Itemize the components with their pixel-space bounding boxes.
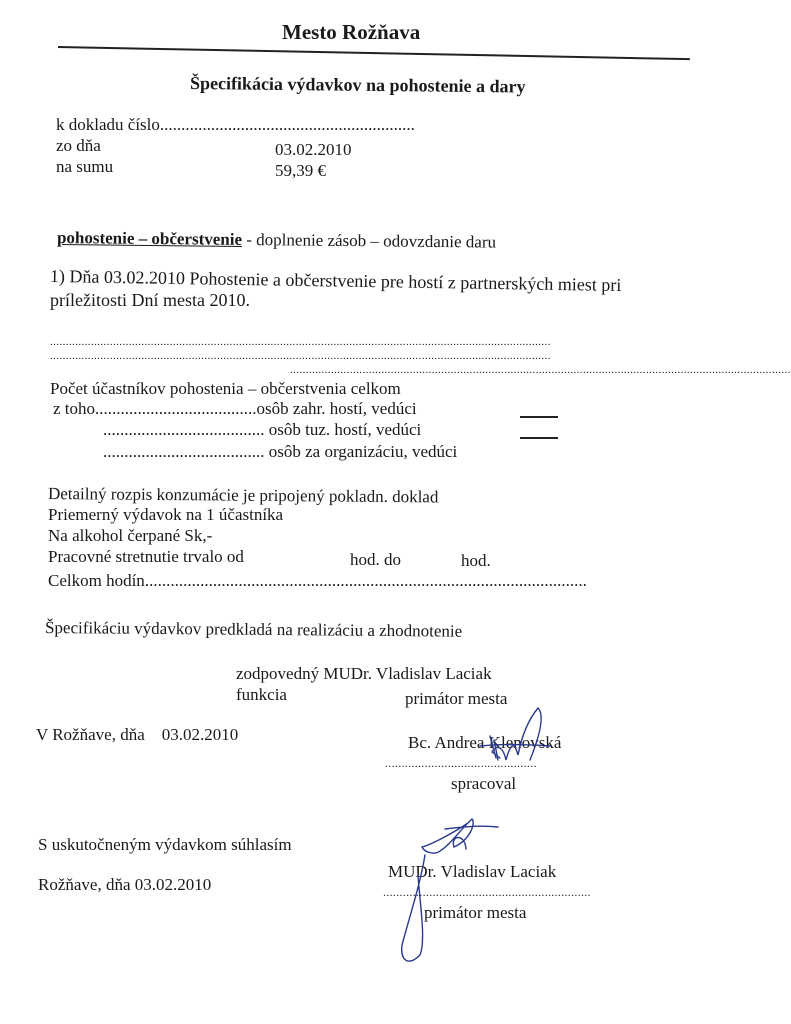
row-label: osôb zahr. hostí, vedúci <box>256 399 417 418</box>
responsible-field <box>236 664 492 683</box>
processor-signature-icon <box>410 700 570 770</box>
meeting-from-label: Pracovné stretnutie trvalo od <box>48 547 244 566</box>
blank-dash-1 <box>520 416 558 418</box>
average-expense: Priemerný výdavok na 1 účastníka <box>48 505 284 524</box>
receipt-dots: ............................................................ <box>159 115 415 134</box>
processor-signature-line: .............................................. <box>385 756 537 770</box>
date-label: zo dňa <box>56 136 101 155</box>
dotted-line-3: ............................................................................................................................................................... <box>290 364 791 376</box>
document-title: Špecifikácia výdavkov na pohostenie a dary <box>189 73 526 97</box>
count-dots: ...................................... <box>103 442 265 461</box>
submission-text: Špecifikáciu výdavkov predkladá na realizáciu a zhodnotenie <box>44 618 463 641</box>
approver-role: primátor mesta <box>424 903 527 922</box>
selected-category: pohostenie – občerstvenie <box>56 228 243 249</box>
participants-row-organization <box>103 442 457 461</box>
responsible-label: zodpovedný <box>236 664 320 683</box>
approver-name: MUDr. Vladislav Laciak <box>388 862 557 881</box>
organization-name: Mesto Rožňava <box>282 20 421 44</box>
receipt-label: k dokladu číslo <box>56 115 160 134</box>
row-label: osôb tuz. hostí, vedúci <box>268 420 422 439</box>
participants-row-domestic <box>103 420 421 439</box>
count-dots: ...................................... <box>95 399 257 418</box>
dotted-line-1: ............................................................................................................................................................... <box>50 336 551 348</box>
other-categories: - doplnenie zásob – odovzdanie daru <box>241 229 497 252</box>
total-hours-dots: ........................................................................................................ <box>144 571 587 590</box>
row-label: osôb za organizáciu, vedúci <box>268 442 458 461</box>
header-rule <box>58 46 690 60</box>
processor-name: Bc. Andrea Klenovská <box>408 733 562 752</box>
submission-place-date <box>36 725 238 744</box>
hours-to-label: hod. do <box>350 550 401 569</box>
alcohol-expense: Na alkohol čerpané Sk,- <box>48 526 213 545</box>
participants-total-label: Počet účastníkov pohostenia – občerstvenia celkom <box>50 379 401 398</box>
blank-dash-2 <box>520 437 558 439</box>
responsible-name: MUDr. Vladislav Laciak <box>323 664 492 683</box>
total-hours-label: Celkom hodín <box>48 571 145 590</box>
approver-signature-icon <box>390 815 510 975</box>
receipt-number-field <box>56 115 415 134</box>
participants-row-foreign <box>53 399 417 418</box>
place-date-label: V Rožňave, dňa <box>36 725 145 744</box>
processor-role: spracoval <box>451 774 517 793</box>
of-which-label: z toho <box>53 399 96 418</box>
consumption-detail: Detailný rozpis konzumácie je pripojený pokladn. doklad <box>47 484 439 507</box>
submission-date: 03.02.2010 <box>161 725 239 744</box>
description-line-1: 1) Dňa 03.02.2010 Pohostenie a občerstvenie pre hostí z partnerských miest pri <box>49 266 622 295</box>
amount-label: na sumu <box>56 157 114 176</box>
function-label: funkcia <box>236 685 287 704</box>
approver-signature-line: ............................................................... <box>383 885 591 899</box>
approval-place-date: Rožňave, dňa 03.02.2010 <box>38 875 212 894</box>
amount-value: 59,39 € <box>275 161 326 180</box>
hours-label: hod. <box>461 551 491 570</box>
approval-text: S uskutočneným výdavkom súhlasím <box>38 835 292 854</box>
function-value: primátor mesta <box>405 689 508 708</box>
total-hours-field <box>48 571 587 590</box>
description-line-2: príležitosti Dní mesta 2010. <box>50 290 250 310</box>
date-value: 03.02.2010 <box>275 140 352 159</box>
expense-category <box>57 228 496 252</box>
count-dots: ...................................... <box>103 420 265 439</box>
dotted-line-2: ............................................................................................................................................................... <box>50 350 551 362</box>
